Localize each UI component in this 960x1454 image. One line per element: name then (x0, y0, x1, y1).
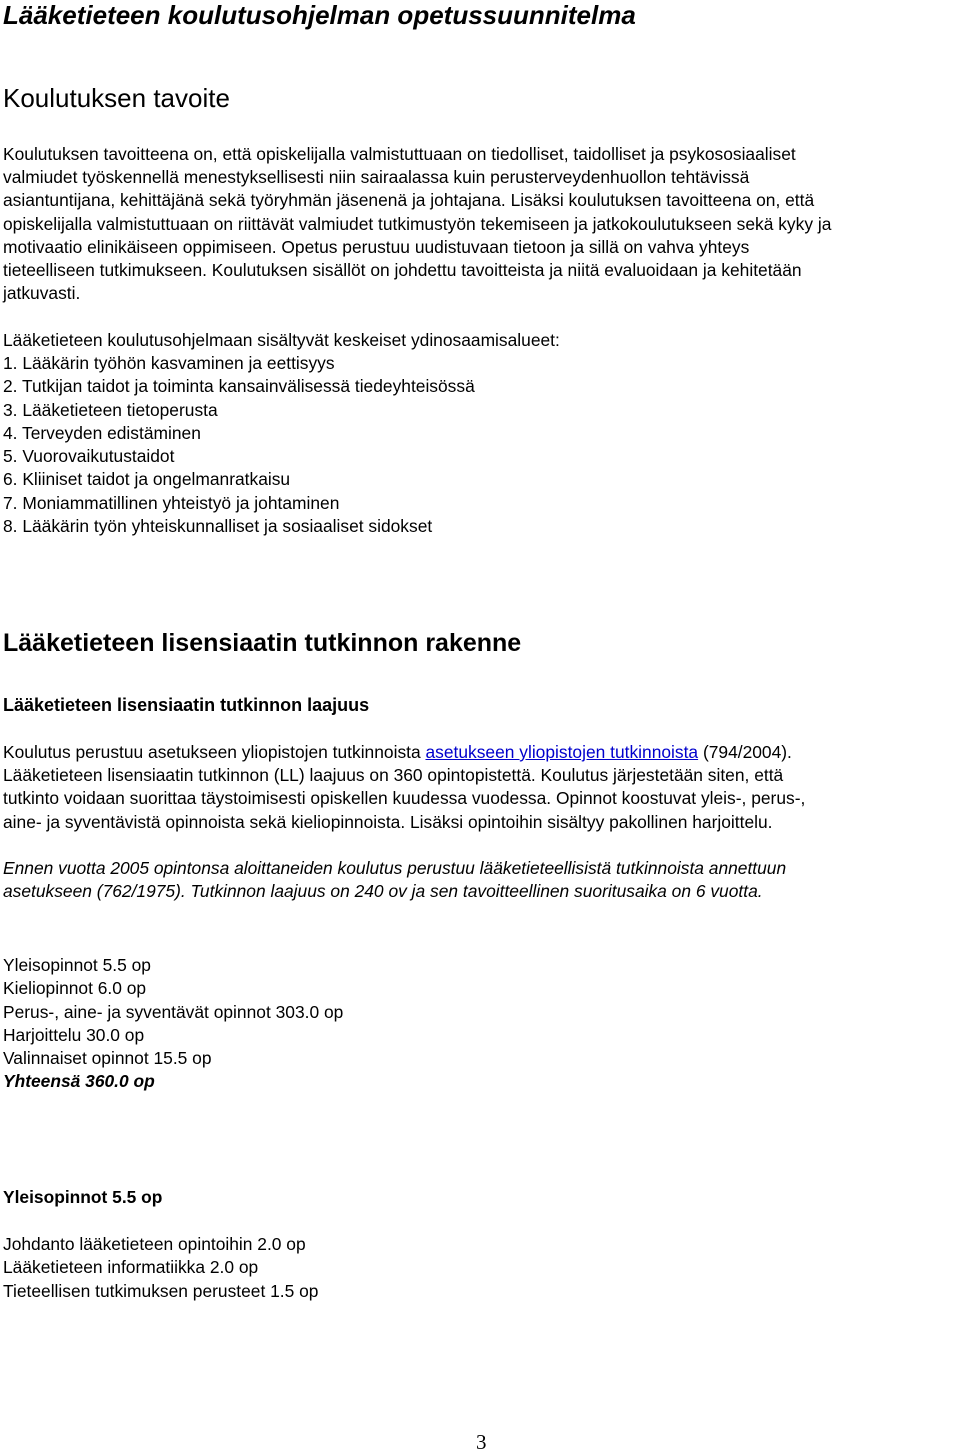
competence-list (3, 352, 475, 538)
structure-heading: Lääketieteen lisensiaatin tutkinnon rakenne (3, 629, 522, 657)
list-item: 5. Vuorovaikutustaidot (3, 446, 175, 467)
list-item: 1. Lääkärin työhön kasvaminen ja eettisyys (3, 353, 335, 373)
goal-paragraph-line: valmiudet työskennellä menestyksellisesti niin sairaalassa kuin perusterveydenhuollon tehtävissä (3, 167, 750, 188)
page-number: 3 (476, 1430, 487, 1454)
scope-text-prefix: Koulutus perustuu asetukseen yliopistojen tutkinnoista (3, 742, 426, 762)
competence-list-intro: Lääketieteen koulutusohjelmaan sisältyvät keskeiset ydinosaamisalueet: (3, 330, 560, 350)
scope-paragraph-line: aine- ja syventävistä opinnoista sekä kieliopinnoista. Lisäksi opintoihin sisältyy pakollinen harjoittelu. (3, 811, 773, 832)
course-item: Lääketieteen informatiikka 2.0 op (3, 1257, 259, 1278)
list-item: 4. Terveyden edistäminen (3, 422, 201, 443)
scope-paragraph-line: tutkinto voidaan suorittaa täystoimisesti opiskellen kuudessa vuodessa. Opinnot koostuvat yleis-, perus-, (3, 788, 806, 809)
legacy-note-line: Ennen vuotta 2005 opintonsa aloittaneiden koulutus perustuu lääketieteellisistä tutkinnoista annettuun (3, 858, 787, 878)
general-studies-list (3, 1233, 318, 1303)
credits-list (3, 954, 343, 1094)
general-studies-heading: Yleisopinnot 5.5 op (3, 1187, 163, 1207)
course-item: Tieteellisen tutkimuksen perusteet 1.5 op (3, 1280, 319, 1301)
credit-item: Harjoittelu 30.0 op (3, 1024, 145, 1045)
scope-text-suffix: (794/2004). (698, 742, 792, 762)
credit-item: Kieliopinnot 6.0 op (3, 978, 147, 999)
goal-paragraph-line: opiskelijalla valmistuttuaan on riittävät valmiudet tutkimustyön tekemiseen ja jatkokoulutukseen sekä kyky ja (3, 213, 832, 234)
scope-paragraph (3, 741, 958, 834)
credit-item: Perus-, aine- ja syventävät opinnot 303.0 op (3, 1001, 344, 1022)
scope-subheading: Lääketieteen lisensiaatin tutkinnon laajuus (3, 695, 370, 715)
goal-paragraph-line: tieteelliseen tutkimukseen. Koulutuksen sisällöt on johdettu tavoitteista ja niitä evaluoidaan ja kehitetään (3, 260, 802, 281)
list-item: 6. Kliiniset taidot ja ongelmanratkaisu (3, 469, 291, 490)
legacy-note-line: asetukseen (762/1975). Tutkinnon laajuus on 240 ov ja sen tavoitteellinen suoritusaika on 6 vuotta. (3, 881, 763, 902)
list-item: 3. Lääketieteen tietoperusta (3, 399, 218, 420)
scope-paragraph-line (3, 741, 958, 764)
credit-item: Yleisopinnot 5.5 op (3, 955, 151, 975)
list-item: 7. Moniammatillinen yhteistyö ja johtaminen (3, 492, 340, 513)
list-item: 2. Tutkijan taidot ja toiminta kansainvälisessä tiedeyhteisössä (3, 376, 475, 397)
goal-paragraph (3, 143, 958, 305)
scope-paragraph-line: Lääketieteen lisensiaatin tutkinnon (LL) laajuus on 360 opintopistettä. Koulutus järjestetään siten, että (3, 765, 784, 786)
list-item: 8. Lääkärin työn yhteiskunnalliset ja sosiaaliset sidokset (3, 516, 433, 537)
legacy-note (3, 857, 958, 903)
credits-total: Yhteensä 360.0 op (3, 1071, 155, 1092)
goal-heading: Koulutuksen tavoite (3, 83, 230, 113)
credit-item: Valinnaiset opinnot 15.5 op (3, 1048, 212, 1069)
goal-paragraph-line: jatkuvasti. (3, 283, 81, 304)
goal-paragraph-line: asiantuntijana, kehittäjänä sekä työryhmän jäsenenä ja johtajana. Lisäksi koulutuksen tavoitteena on, että (3, 190, 815, 211)
page-title: Lääketieteen koulutusohjelman opetussuunnitelma (3, 0, 636, 30)
course-item: Johdanto lääketieteen opintoihin 2.0 op (3, 1234, 306, 1254)
goal-paragraph-line: motivaatio elinikäiseen oppimiseen. Opetus perustuu uudistuvaan tietoon ja sillä on vahva yhteys (3, 236, 750, 257)
decree-link[interactable]: asetukseen yliopistojen tutkinnoista (425, 742, 699, 762)
goal-paragraph-line: Koulutuksen tavoitteena on, että opiskelijalla valmistuttuaan on tiedolliset, taidolliset ja psykososiaaliset (3, 144, 796, 164)
